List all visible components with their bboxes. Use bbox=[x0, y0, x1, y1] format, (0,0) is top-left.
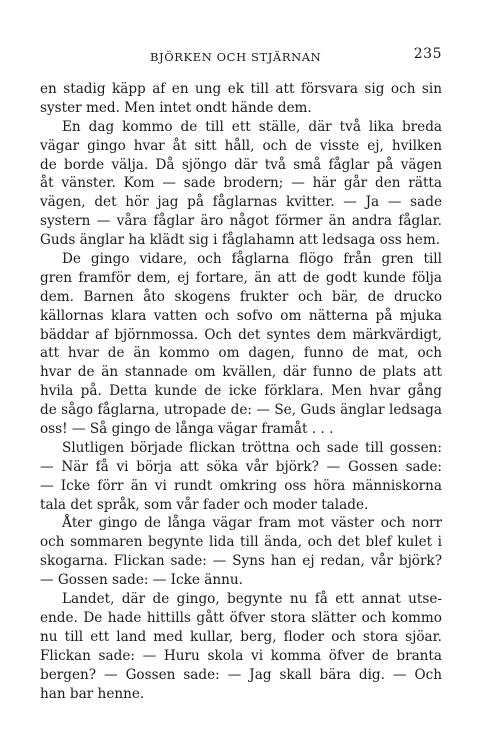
text-line: ende. De hade hittills gått öfver stora slätter och kommo bbox=[40, 609, 442, 626]
text-line: oss! — Så gingo de långa vägar framåt . . . bbox=[40, 421, 334, 438]
text-line: han bar henne. bbox=[40, 685, 145, 702]
text-line: — Icke förr än vi rundt omkring oss höra människorna bbox=[40, 477, 442, 494]
text-line: bergen? — Gossen sade: — Jag skall bära dig. — Och bbox=[40, 666, 442, 683]
text-line: de borde välja. Då sjöngo där två små fåglar på vägen bbox=[40, 156, 442, 173]
text-line: Slutligen började flickan tröttna och sade till gossen: bbox=[62, 439, 442, 456]
text-line: vägen, det hör jag på fåglarnas kvitter. — Ja — sade bbox=[40, 194, 442, 211]
text-line: bäddar af björnmossa. Och det syntes dem märkvärdigt, bbox=[40, 326, 442, 343]
running-title: BJÖRKEN OCH STJÄRNAN bbox=[150, 50, 322, 64]
page-header bbox=[40, 44, 442, 66]
text-line: åt vänster. Kom — sade brodern; — här går den rätta bbox=[40, 175, 442, 192]
text-line: dem. Barnen åto skogens frukter och bär, de drucko bbox=[40, 288, 442, 305]
text-line: hvar de än stannade om kvällen, där funno de plats att bbox=[40, 364, 442, 381]
text-line: De gingo vidare, och fåglarna flögo från gren till bbox=[62, 251, 442, 268]
text-line: systern — våra fåglar äro något förmer än andra fåglar. bbox=[40, 213, 442, 230]
text-line: syster med. Men intet ondt hände dem. bbox=[40, 99, 312, 116]
text-line: Landet, där de gingo, begynte nu få ett annat utse- bbox=[62, 591, 442, 608]
text-line: en stadig käpp af en ung ek till att försvara sig och sin bbox=[40, 81, 442, 97]
page-number: 235 bbox=[413, 46, 442, 62]
text-line: att hvar de än kommo om dagen, funno de mat, och bbox=[40, 345, 442, 362]
text-line: källornas klara vatten och sofvo om nätterna på mjuka bbox=[40, 307, 442, 324]
text-line: de sågo fåglarna, utropade de: — Se, Guds änglar ledsaga bbox=[40, 402, 442, 419]
body-text bbox=[40, 80, 442, 703]
text-line: — När få vi börja att söka vår björk? — Gossen sade: bbox=[40, 458, 442, 475]
book-page bbox=[40, 44, 442, 703]
text-line: hvila på. Detta kunde de icke förklara. Men hvar gång bbox=[40, 383, 442, 400]
text-line: En dag kommo de till ett ställe, där två lika breda bbox=[62, 118, 442, 135]
text-line: Åter gingo de långa vägar fram mot väster och norr bbox=[62, 515, 442, 532]
text-line: — Gossen sade: — Icke ännu. bbox=[40, 572, 243, 589]
text-line: Guds änglar ha klädt sig i fåglahamn att ledsaga oss hem. bbox=[40, 232, 441, 249]
text-line: skogarna. Flickan sade: — Syns han ej redan, vår björk? bbox=[40, 553, 442, 570]
text-line: Flickan sade: — Huru skola vi komma öfver de branta bbox=[40, 647, 442, 664]
text-line: gren framför dem, ej fortare, än att de godt kunde följa bbox=[40, 269, 442, 286]
text-line: och sommaren begynte lida till ända, och det blef kulet i bbox=[40, 534, 442, 551]
text-line: vägar gingo hvar åt sitt håll, och de visste ej, hvilken bbox=[40, 137, 442, 154]
text-line: nu till ett land med kullar, berg, floder och stora sjöar. bbox=[40, 628, 442, 645]
text-line: tala det språk, som vår fader och moder talade. bbox=[40, 496, 369, 513]
